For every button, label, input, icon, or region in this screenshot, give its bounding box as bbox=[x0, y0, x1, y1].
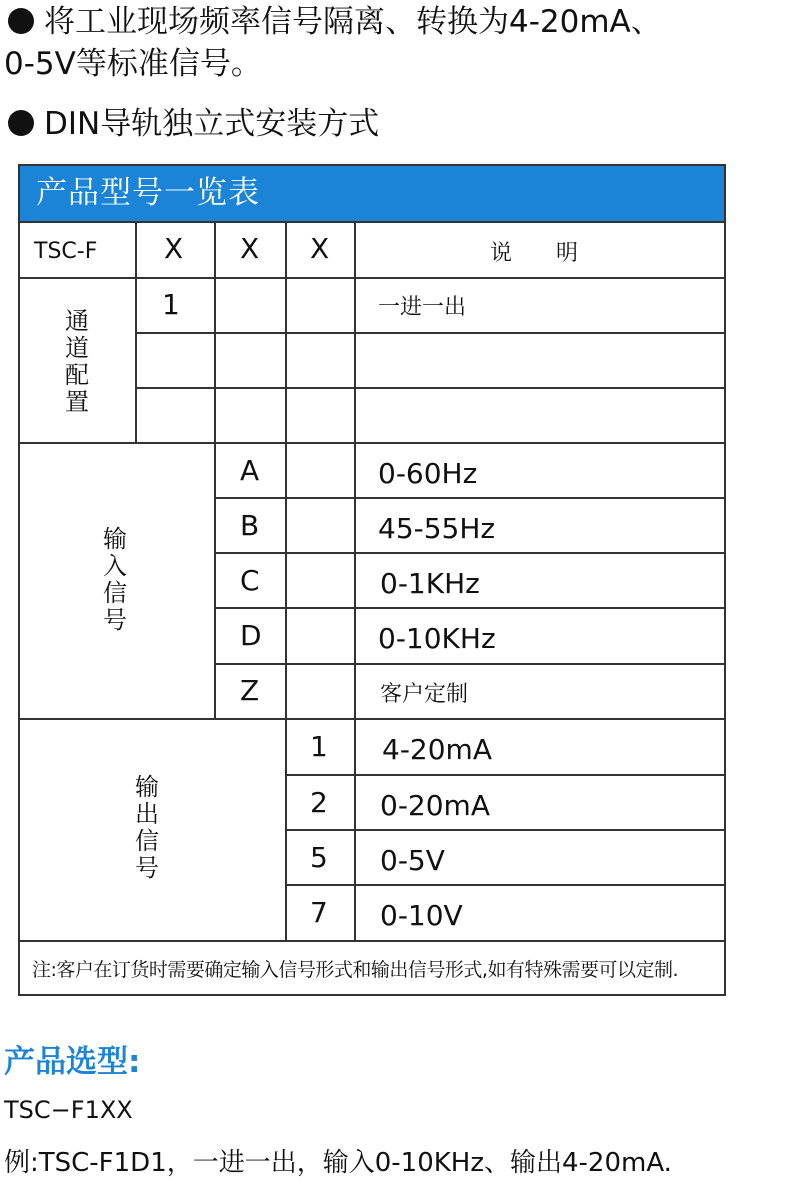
output-desc: 0-5V bbox=[380, 844, 445, 877]
input-label: 输入信号 bbox=[103, 525, 127, 634]
model-table bbox=[18, 164, 726, 996]
output-desc: 4-20mA bbox=[382, 733, 492, 766]
input-desc: 0-10KHz bbox=[378, 622, 496, 655]
input-desc: 0-1KHz bbox=[380, 567, 480, 600]
header-desc: 说 明 bbox=[490, 241, 579, 266]
selection-model: TSC−F1XX bbox=[4, 1096, 133, 1124]
feature-line-1 bbox=[4, 2, 662, 42]
channel-code: 1 bbox=[162, 288, 180, 321]
output-desc: 0-20mA bbox=[380, 789, 490, 822]
feature-text-2: DIN导轨独立式安装方式 bbox=[44, 106, 380, 142]
input-code: A bbox=[240, 454, 260, 487]
feature-text-1: 将工业现场频率信号隔离、转换为4-20mA、 bbox=[44, 4, 662, 40]
feature-text-1b: 0-5V等标准信号。 bbox=[4, 46, 262, 82]
header-x1: X bbox=[164, 232, 184, 265]
bullet-icon bbox=[8, 110, 34, 136]
input-desc: 0-60Hz bbox=[378, 457, 478, 490]
selection-title: 产品选型: bbox=[4, 1044, 141, 1080]
table-note: 注:客户在订货时需要确定输入信号形式和输出信号形式,如有特殊需要可以定制. bbox=[32, 959, 678, 981]
header-x3: X bbox=[310, 232, 330, 265]
input-code: Z bbox=[240, 674, 260, 707]
input-code: D bbox=[240, 619, 262, 652]
feature-line-2 bbox=[4, 104, 379, 144]
output-code: 1 bbox=[310, 730, 328, 763]
input-desc: 45-55Hz bbox=[378, 512, 496, 545]
header-model: TSC-F bbox=[34, 239, 98, 264]
output-code: 7 bbox=[310, 896, 328, 929]
selection-example: 例:TSC-F1D1，一进一出，输入0-10KHz、输出4-20mA. bbox=[4, 1148, 672, 1178]
channel-label: 通道配置 bbox=[65, 307, 89, 416]
input-code: B bbox=[240, 509, 260, 542]
output-code: 5 bbox=[310, 841, 328, 874]
feature-line-1b bbox=[4, 44, 262, 84]
bullet-icon bbox=[8, 8, 34, 34]
header-x2: X bbox=[240, 232, 260, 265]
channel-desc: 一进一出 bbox=[378, 295, 467, 320]
input-code: C bbox=[240, 564, 260, 597]
output-label: 输出信号 bbox=[135, 773, 159, 882]
table-title: 产品型号一览表 bbox=[20, 166, 724, 221]
output-code: 2 bbox=[310, 786, 328, 819]
input-desc: 客户定制 bbox=[380, 682, 469, 707]
output-desc: 0-10V bbox=[380, 899, 463, 932]
